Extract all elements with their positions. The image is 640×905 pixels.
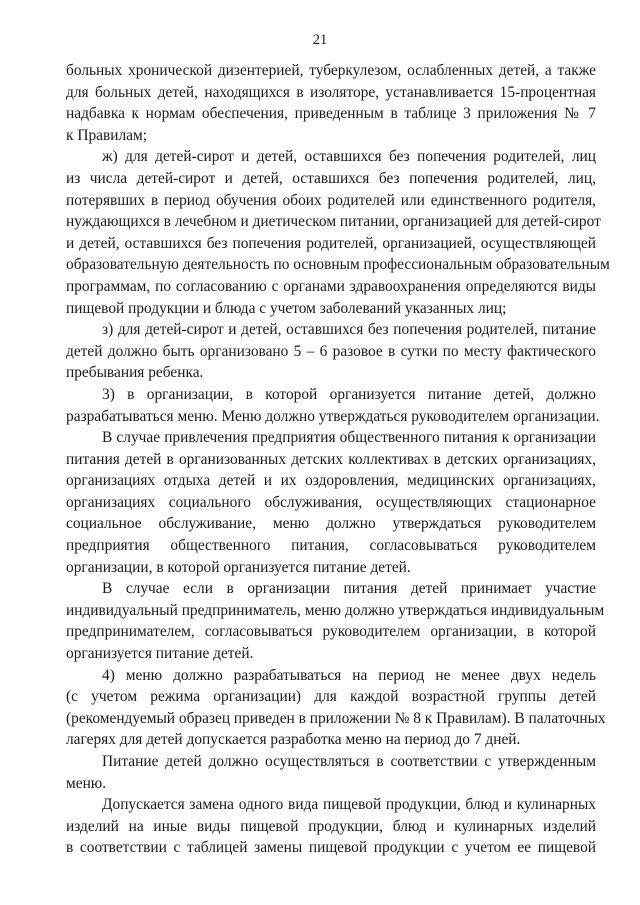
page-number: 21 [312, 32, 328, 48]
text-line: пищевой продукции и блюда с учетом заболеваний указанных лиц; [66, 299, 507, 317]
body-text [66, 60, 610, 859]
text-line: предприятия общественного питания, согласовываться руководителем [66, 537, 596, 555]
text-line: разрабатываться меню. Меню должно утверждаться руководителем организации. [66, 407, 600, 425]
text-line: (рекомендуемый образец приведен в приложении № 8 к Правилам). В палаточных [66, 709, 606, 727]
text-line: к Правилам; [66, 126, 147, 144]
text-line: больных хронической дизентерией, туберкулезом, ослабленных детей, а также [66, 62, 596, 79]
text-line: образовательную деятельность по основным профессиональным образовательным [66, 256, 610, 274]
text-line: предпринимателем, согласовываться руководителем организации, в которой [66, 623, 596, 641]
text-line: индивидуальный предприниматель, меню должно утверждаться индивидуальным [66, 601, 605, 619]
text-line: из числа детей-сирот и детей, оставшихся без попечения родителей, лиц, [66, 169, 596, 187]
text-line: программам, по согласованию с органами здравоохранения определяются виды [66, 277, 596, 295]
text-line: надбавка к нормам обеспечения, приведенным в таблице 3 приложения № 7 [66, 105, 596, 123]
text-line: нуждающихся в лечебном и диетическом питании, организацией для детей-сирот [66, 213, 601, 231]
text-line: 4) меню должно разрабатываться на период не менее двух недель [102, 666, 596, 684]
text-line: В случае привлечения предприятия общественного питания к организации [102, 429, 596, 447]
text-line: социальное обслуживание, меню должно утверждаться руководителем [66, 515, 596, 533]
text-line: лагерях для детей допускается разработка меню на период до 7 дней. [66, 731, 521, 749]
text-line: Питание детей должно осуществляться в соответствии с утвержденным [102, 753, 596, 770]
text-line: 3) в организации, в которой организуется питание детей, должно [102, 385, 596, 403]
text-line: организуется питание детей. [66, 645, 254, 663]
text-line: детей должно быть организовано 5 – 6 разовое в сутки по месту фактического [66, 342, 596, 360]
text-line: пребывания ребенка. [66, 364, 204, 382]
text-line: организации, в которой организуется питание детей. [66, 558, 411, 576]
text-line: в соответствии с таблицей замены пищевой продукции с учетом ее пищевой [66, 839, 596, 857]
text-line: для больных детей, находящихся в изоляторе, устанавливается 15-процентная [66, 83, 596, 101]
text-line: организациях отдыха детей и их оздоровления, медицинских организациях, [66, 472, 596, 490]
text-line: организациях социального обслуживания, осуществляющих стационарное [66, 493, 596, 511]
text-line: (с учетом режима организации) для каждой возрастной группы детей [66, 688, 596, 706]
text-line: В случае если в организации питания детей принимает участие [102, 580, 596, 598]
text-line: меню. [66, 774, 107, 792]
text-line: потерявших в период обучения обоих родителей или единственного родителя, [66, 191, 596, 209]
text-line: изделий на иные виды пищевой продукции, блюд и кулинарных изделий [66, 817, 596, 835]
text-line: Допускается замена одного вида пищевой продукции, блюд и кулинарных [102, 796, 596, 814]
text-line: з) для детей-сирот и детей, оставшихся без попечения родителей, питание [102, 321, 596, 339]
text-line: ж) для детей-сирот и детей, оставшихся без попечения родителей, лиц [102, 148, 596, 166]
text-line: и детей, оставшихся без попечения родителей, организацией, осуществляющей [66, 234, 596, 252]
text-line: питания детей в организованных детских коллективах в детских организациях, [66, 450, 596, 468]
